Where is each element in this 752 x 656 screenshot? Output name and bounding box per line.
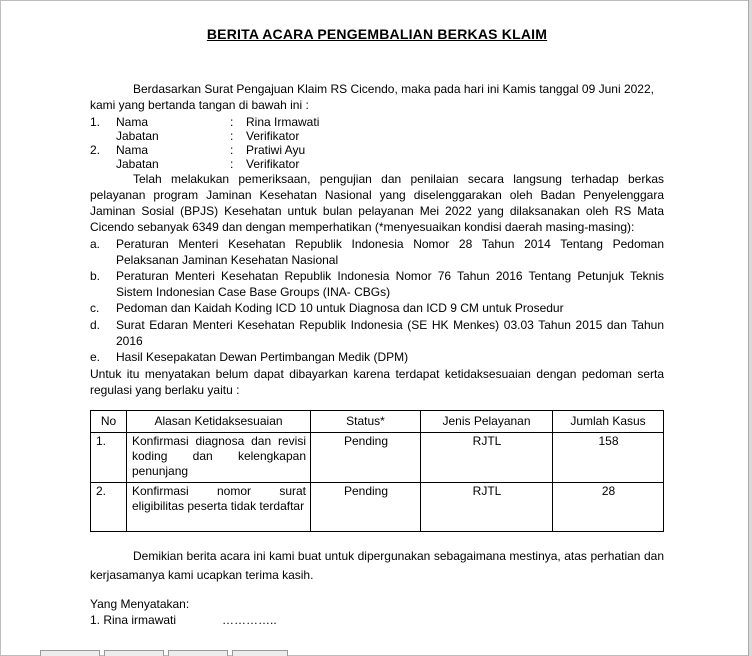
document-title: BERITA ACARA PENGEMBALIAN BERKAS KLAIM (206, 26, 548, 42)
list-item (90, 317, 664, 349)
separator: : (230, 143, 234, 157)
cell-reason: Konfirmasi diagnosa dan revisi koding dan kelengkapan penunjang (127, 433, 311, 483)
column-header: No (91, 411, 127, 433)
name-value: Pratiwi Ayu (246, 143, 306, 157)
column-header: Jumlah Kasus (553, 411, 664, 433)
intro-line: Berdasarkan Surat Pengajuan Klaim RS Cicendo, maka pada hari ini Kamis tanggal 09 Juni 2022, (133, 82, 654, 96)
cell-jumlah: 158 (553, 433, 664, 483)
name-label: Nama (116, 115, 149, 129)
table-row (91, 483, 664, 532)
bottom-tab[interactable] (104, 650, 164, 656)
cell-status: Pending (311, 433, 421, 483)
signer-name: 1. Rina irmawati (90, 613, 177, 627)
conclusion-paragraph: Untuk itu menyatakan belum dapat dibayarkan karena terdapat ketidaksesuaian dengan pedoman serta regulasi yang berlaku yaitu : (90, 367, 664, 397)
list-marker: b. (90, 269, 101, 283)
cell-status: Pending (311, 483, 421, 532)
list-text: Peraturan Menteri Kesehatan Republik Indonesia Nomor 76 Tahun 2016 Tentang Petunjuk Teknis Sistem Indonesian Case Base Groups (INA- CBGs) (116, 269, 664, 299)
list-text: Peraturan Menteri Kesehatan Republik Indonesia Nomor 28 Tahun 2014 Tentang Pedoman Pelaksanan Jaminan Kesehatan Nasional (116, 237, 664, 267)
role-value: Verifikator (246, 157, 300, 171)
closing-paragraph: Demikian berita acara ini kami buat untuk dipergunakan sebagaimana mestinya, atas perhatian dan kerjasamanya kami ucapkan terima kasih. (90, 549, 664, 582)
list-marker: c. (90, 301, 100, 315)
list-text: Pedoman dan Kaidah Koding ICD 10 untuk Diagnosa dan ICD 9 CM untuk Prosedur (116, 301, 564, 315)
list-marker: e. (90, 350, 101, 364)
column-header: Status* (311, 411, 421, 433)
body-paragraph: Telah melakukan pemeriksaan, pengujian dan penilaian secara langsung terhadap berkas pelayanan program Jaminan Kesehatan Nasional yang diselenggarakan oleh Badan Penyelenggara Jaminan Sosial (BPJS) Kesehatan untuk bulan pelayanan Mei 2022 yang dilaksanakan oleh RS Mata Cicendo sebanyak 6349 dan dengan memperhatikan (*menyesuaikan kondisi daerah masing-masing): (90, 172, 664, 234)
list-item (90, 268, 664, 300)
signatory-number: 1. (90, 115, 101, 129)
cell-jenis: RJTL (421, 483, 553, 532)
cell-jenis: RJTL (421, 433, 553, 483)
list-item (90, 236, 664, 268)
separator: : (230, 129, 234, 143)
name-label: Nama (116, 143, 149, 157)
separator: : (230, 157, 234, 171)
table-header-row (91, 411, 664, 433)
cell-no: 2. (91, 483, 127, 532)
bottom-tab[interactable] (232, 650, 288, 656)
name-value: Rina Irmawati (246, 115, 320, 129)
role-label: Jabatan (116, 129, 159, 143)
intro-line: kami yang bertanda tangan di bawah ini : (90, 98, 309, 112)
claims-table (90, 410, 664, 532)
cell-reason: Konfirmasi nomor surat eligibilitas peserta tidak terdaftar (127, 483, 311, 532)
role-value: Verifikator (246, 129, 300, 143)
list-text: Surat Edaran Menteri Kesehatan Republik Indonesia (SE HK Menkes) 03.03 Tahun 2015 dan Tahun 2016 (116, 318, 664, 348)
list-marker: d. (90, 318, 101, 332)
list-item (90, 349, 664, 365)
signature-dots: ………….. (222, 613, 277, 627)
signatory-number: 2. (90, 143, 101, 157)
column-header: Alasan Ketidaksesuaian (127, 411, 311, 433)
list-item (90, 300, 664, 316)
cell-no: 1. (91, 433, 127, 483)
bottom-tab[interactable] (168, 650, 228, 656)
column-header: Jenis Pelayanan (421, 411, 553, 433)
table-row (91, 433, 664, 483)
list-text: Hasil Kesepakatan Dewan Pertimbangan Medik (DPM) (116, 350, 409, 364)
list-marker: a. (90, 237, 101, 251)
bottom-tab[interactable] (40, 650, 100, 656)
role-label: Jabatan (116, 157, 159, 171)
cell-jumlah: 28 (553, 483, 664, 532)
separator: : (230, 115, 234, 129)
scrollbar[interactable] (748, 0, 752, 656)
signed-label: Yang Menyatakan: (90, 597, 190, 611)
